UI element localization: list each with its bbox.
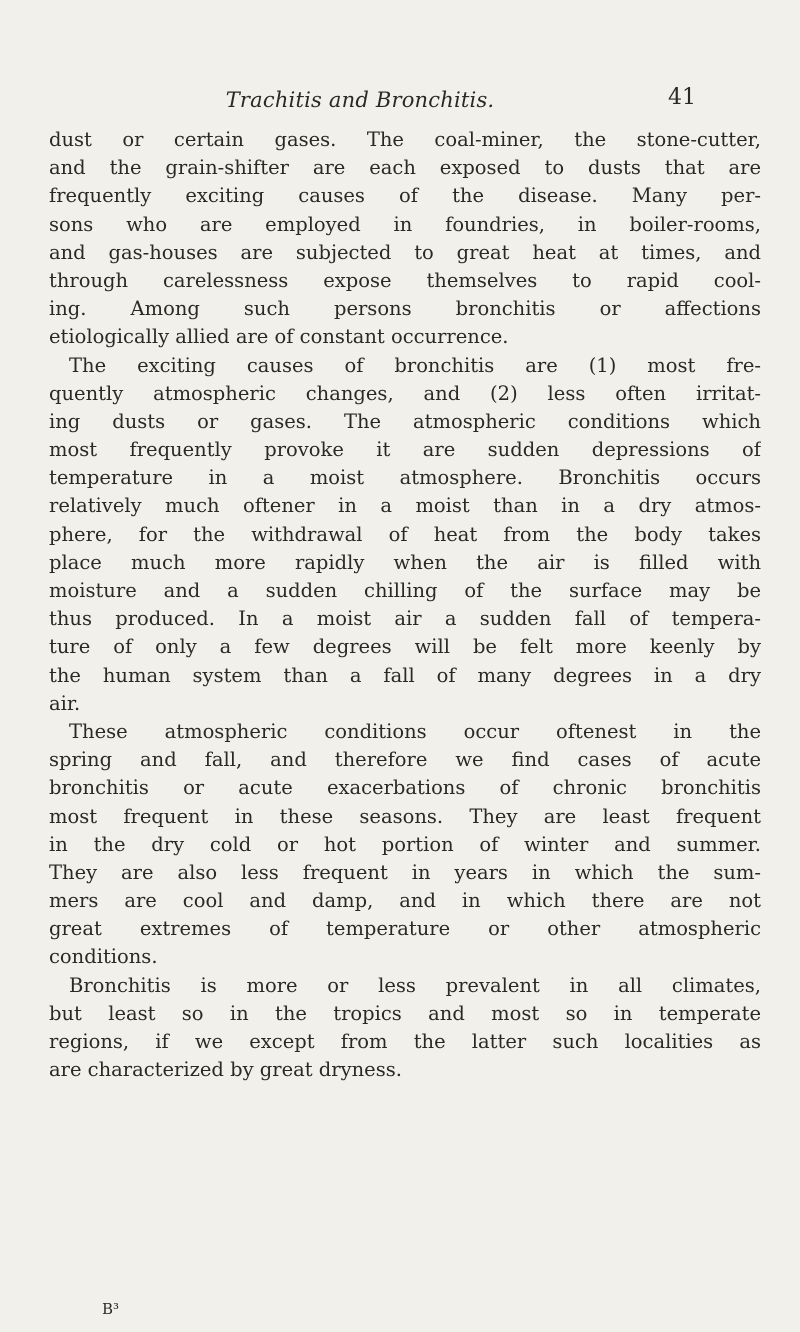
text-line: the human system than a fall of many degrees in a dry <box>49 663 761 687</box>
signature-mark: B³ <box>102 1300 120 1318</box>
text-line: mers are cool and damp, and in which there are not <box>49 889 761 913</box>
text-line: regions, if we except from the latter such localities as <box>49 1030 761 1053</box>
running-title: Trachitis and Bronchitis. <box>225 88 495 112</box>
text-line: dust or certain gases. The coal-miner, the stone-cutter, <box>49 128 761 151</box>
text-line: These atmospheric conditions occur oftenest in the <box>69 719 761 743</box>
page-number: 41 <box>668 85 696 110</box>
text-line: moisture and a sudden chilling of the surface may be <box>49 579 761 602</box>
text-line: spring and fall, and therefore we find cases of acute <box>49 748 761 772</box>
text-line: ing dusts or gases. The atmospheric conditions which <box>49 409 761 433</box>
text-line: phere, for the withdrawal of heat from the body takes <box>49 522 761 546</box>
text-line: and the grain-shifter are each exposed to dusts that are <box>49 156 761 180</box>
text-line: through carelessness expose themselves to rapid cool- <box>49 268 761 292</box>
text-line: but least so in the tropics and most so in temperate <box>49 1001 761 1025</box>
text-line: place much more rapidly when the air is filled with <box>49 550 761 574</box>
text-line: etiologically allied are of constant occurrence. <box>49 325 509 349</box>
text-line: The exciting causes of bronchitis are (1) most fre- <box>69 353 761 377</box>
text-line: most frequently provoke it are sudden depressions of <box>49 438 761 462</box>
text-line: frequently exciting causes of the disease. Many per- <box>49 184 761 208</box>
text-line: They are also less frequent in years in which the sum- <box>49 860 761 884</box>
text-line: temperature in a moist atmosphere. Bronchitis occurs <box>49 466 761 490</box>
text-line: sons who are employed in foundries, in boiler-rooms, <box>49 212 761 236</box>
text-line: ing. Among such persons bronchitis or affections <box>49 297 761 321</box>
text-line: great extremes of temperature or other atmospheric <box>49 917 761 941</box>
text-line: are characterized by great dryness. <box>49 1058 402 1082</box>
text-line: ture of only a few degrees will be felt more keenly by <box>49 635 761 659</box>
text-line: air. <box>49 691 81 715</box>
text-line: Bronchitis is more or less prevalent in all climates, <box>69 973 761 997</box>
text-line: conditions. <box>49 945 158 969</box>
body-text <box>49 126 761 1084</box>
text-line: relatively much oftener in a moist than in a dry atmos- <box>49 494 761 518</box>
text-line: most frequent in these seasons. They are least frequent <box>49 804 761 828</box>
text-line: thus produced. In a moist air a sudden fall of tempera- <box>49 607 761 631</box>
text-line: quently atmospheric changes, and (2) less often irritat- <box>49 381 761 405</box>
text-line: in the dry cold or hot portion of winter and summer. <box>49 832 761 856</box>
text-line: bronchitis or acute exacerbations of chronic bronchitis <box>49 776 761 800</box>
text-line: and gas-houses are subjected to great heat at times, and <box>49 240 761 264</box>
